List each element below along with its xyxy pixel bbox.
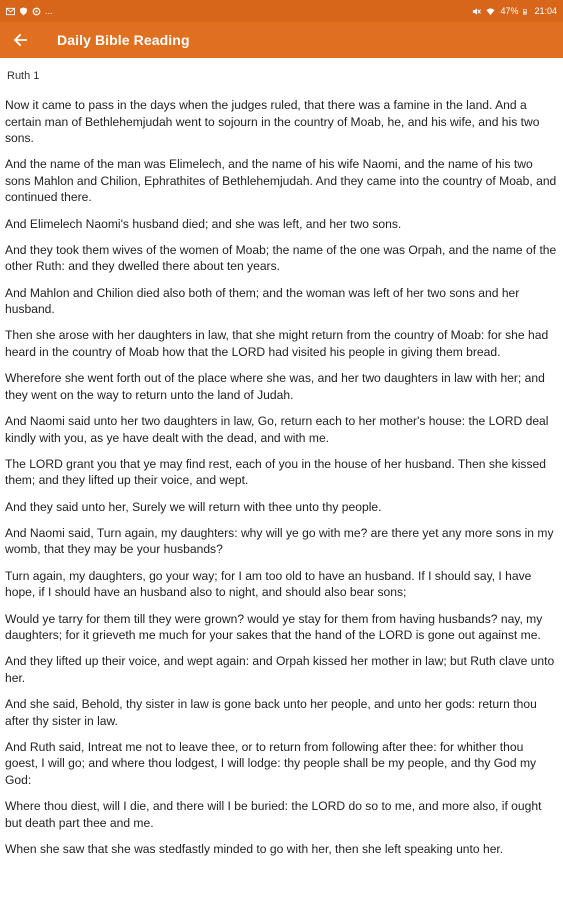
notification-icons	[6, 7, 53, 16]
shield-icon	[19, 7, 28, 16]
settings-icon	[32, 7, 41, 16]
battery-percent: 47%	[500, 5, 519, 16]
verse-text: Where thou diest, will I die, and there will I be buried: the LORD do so to me, and more also, if ought but death part thee and me.	[5, 799, 542, 830]
app-bar	[0, 22, 563, 58]
verse-text: And Naomi said, Turn again, my daughters: why will ye go with me? are there yet any more sons in my womb, that they may be your husbands?	[5, 525, 554, 557]
battery-icon	[523, 7, 529, 16]
page-title: Daily Bible Reading	[57, 32, 190, 48]
verse-text: When she saw that she was stedfastly minded to go with her, then she left speaking unto her.	[5, 842, 504, 857]
verse-text: And Mahlon and Chilion died also both of them; and the woman was left of her two sons and her husband.	[5, 285, 520, 317]
mail-icon	[6, 7, 15, 16]
wifi-icon	[486, 7, 495, 16]
verse-text: Then she arose with her daughters in law, that she might return from the country of Moab: for she had heard in the country of Moab how that the LORD had visited his people in giving them bread.	[5, 328, 549, 359]
arrow-left-icon	[13, 33, 27, 47]
verse-text: And the name of the man was Elimelech, and the name of his wife Naomi, and the name of his two sons Mahlon and Chilion, Ephrathites of Bethlehemjudah. And they came into the country of Moab, and continued there.	[5, 157, 557, 205]
status-time: 21:04	[534, 5, 557, 16]
verse-text: The LORD grant you that ye may find rest, each of you in the house of her husband. Then she kissed them; and they lifted up their voice, and wept.	[5, 456, 546, 488]
verse-text: And Naomi said unto her two daughters in law, Go, return each to her mother's house: the LORD deal kindly with you, as ye have dealt with the dead, and with me.	[5, 414, 549, 445]
verse-text: And she said, Behold, thy sister in law is gone back unto her people, and unto her gods: return thou after thy sister in law.	[5, 697, 537, 728]
verse-text: And Ruth said, Intreat me not to leave thee, or to return from following after thee: for whither thou goest, I will go; and where thou lodgest, I will lodge: thy people shall be my people, and thy God my God:	[5, 739, 537, 787]
verse-text: And they took them wives of the women of Moab; the name of the one was Orpah, and the name of the other Ruth: and they dwelled there about ten years.	[5, 242, 557, 274]
back-button[interactable]	[0, 22, 40, 58]
verse-text: Turn again, my daughters, go your way; for I am too old to have an husband. If I should say, I have hope, if I should have an husband also to night, and should also bear sons;	[5, 568, 532, 600]
chapter-reference: Ruth 1	[7, 70, 40, 82]
verse-text: And they lifted up their voice, and wept again: and Orpah kissed her mother in law; but Ruth clave unto her.	[5, 654, 555, 685]
system-icons	[472, 7, 557, 16]
verse-text: Would ye tarry for them till they were grown? would ye stay for them from having husbands? nay, my daughters; for it grieveth me much for your sakes that the hand of the LORD is gone out against me.	[5, 611, 543, 643]
verse-text: And Elimelech Naomi's husband died; and she was left, and her two sons.	[5, 216, 402, 231]
status-bar	[0, 0, 563, 22]
verse-text: And they said unto her, Surely we will return with thee unto thy people.	[5, 499, 382, 514]
verse-list	[5, 97, 559, 858]
status-overflow: ...	[45, 5, 53, 16]
reading-content[interactable]	[0, 58, 563, 900]
verse-text: Wherefore she went forth out of the place where she was, and her two daughters in law with her; and they went on the way to return unto the land of Judah.	[5, 371, 545, 402]
verse-text: Now it came to pass in the days when the judges ruled, that there was a famine in the land. And a certain man of Bethlehemjudah went to sojourn in the country of Moab, he, and his wife, and his two sons.	[5, 98, 540, 145]
mute-icon	[472, 7, 481, 16]
